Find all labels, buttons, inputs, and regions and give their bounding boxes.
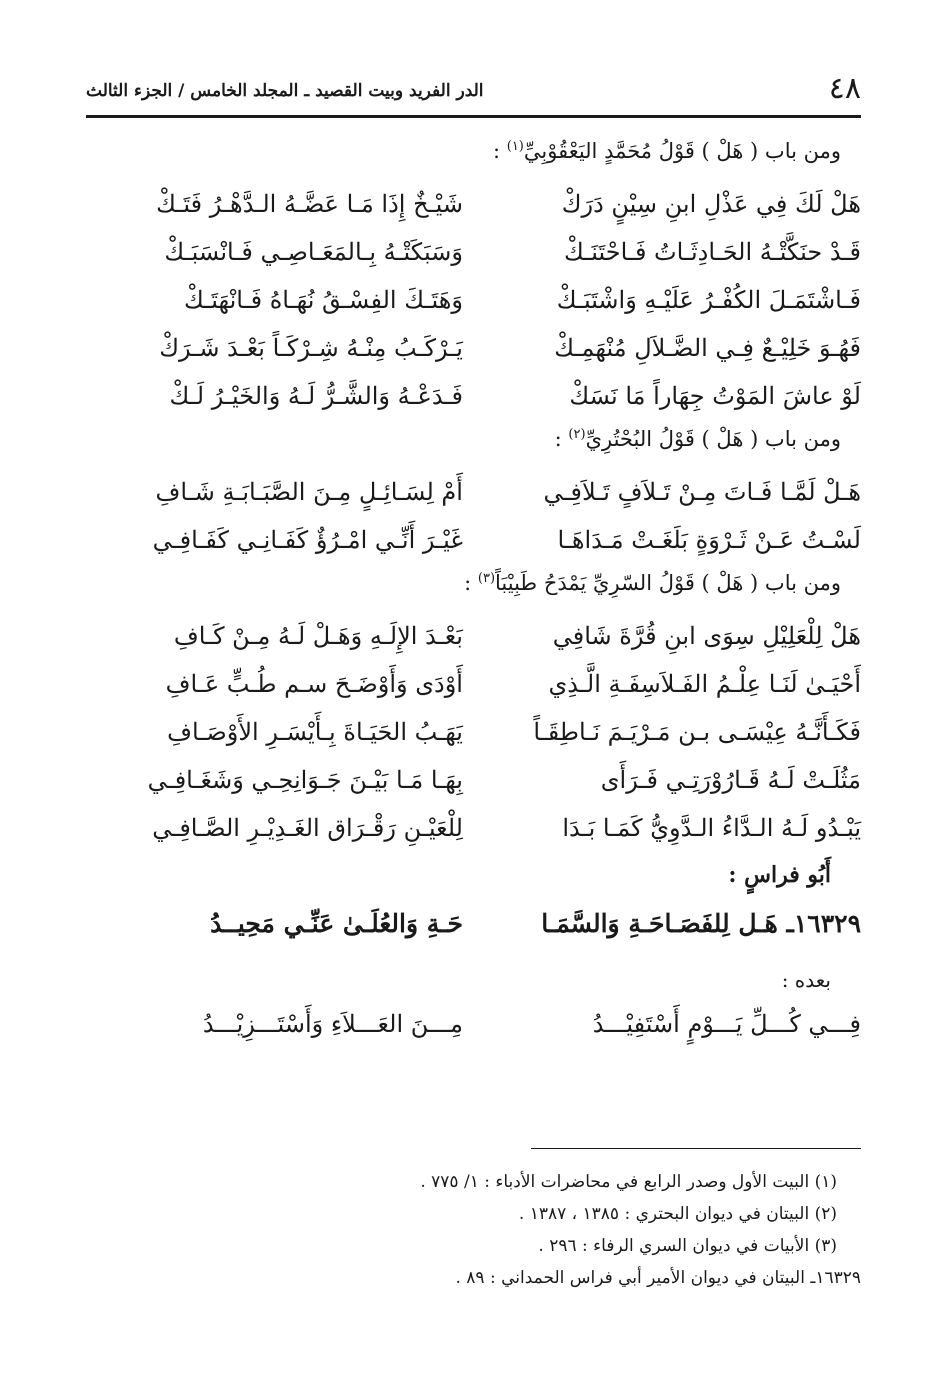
body-text xyxy=(110,132,861,1048)
intro-text: ومن باب ( هَلْ ) قَوْلُ البُحْتُرِيِّ xyxy=(585,427,841,451)
footnote-rule xyxy=(531,1148,861,1149)
footnotes xyxy=(110,1166,861,1294)
poet-name: أَبُو فراسٍ : xyxy=(728,862,831,888)
second-hemistich: فَـدَعْـهُ وَالشَّـرُّ لَـهُ وَالخَيْـرُ لَـكْ xyxy=(169,382,463,410)
first-hemistich: قَـدْ حنَكَّتْـهُ الحَـادِثَـاتُ فَـاحْتَنَـكْ xyxy=(564,238,861,266)
footnote-ref: (١) xyxy=(506,139,524,154)
first-hemistich: أَحْيَـىٰ لَنَـا عِلْـمُ الفَـلاَسِفَـةِ الَّـذِي xyxy=(548,670,861,698)
first-hemistich: ١٦٣٢٩ـ هَـل لِلفَصَـاحَـةِ وَالسَّمَـا xyxy=(541,908,861,938)
verse-line xyxy=(110,324,861,372)
second-hemistich: وَسَبَكَتْـهُ بِـالمَعَـاصِـي فَـانْسَبَـكْ xyxy=(164,238,463,266)
intro-colon: : xyxy=(554,427,569,451)
running-title: الدر الفريد وبيت القصيد ـ المجلد الخامس / الجزء الثالث xyxy=(86,81,484,101)
first-hemistich: فَهُـوَ خَلِيْـعٌ فِـي الضَّـلاَلِ مُنْهَمِـكْ xyxy=(554,334,861,362)
first-hemistich: مَثُلَـتْ لَـهُ قَـارُوْرَتِـي فَـرَأَى xyxy=(600,766,861,794)
first-hemistich: فَـاشْتَمَـلَ الكُفْـرُ عَلَيْـهِ وَاشْتَبَـكْ xyxy=(556,286,861,314)
verse-line xyxy=(110,1000,861,1048)
header-rule xyxy=(86,115,861,118)
footnote: (٢) البيتان في ديوان البحتري : ١٣٨٥ ، ١٣٨٧ . xyxy=(518,1204,837,1224)
first-hemistich: هَلْ لَكَ فِي عَذْلِ ابنِ سِيْنٍ دَرَكْ xyxy=(561,190,861,218)
verse-line xyxy=(110,372,861,420)
second-hemistich: يَـرْكَـبُ مِنْـهُ شِـرْكَـاً بَعْـدَ شَـرَكْ xyxy=(159,334,463,362)
second-hemistich: حَـةِ وَالعُلَـىٰ عَنِّـي مَحِيــدُ xyxy=(210,908,463,938)
second-hemistich: مِـــنَ العَـــلاَءِ وَأَسْتَـــزِيْـــدُ xyxy=(202,1010,463,1038)
intro-text: ومن باب ( هَلْ ) قَوْلُ مُحَمَّدٍ اليَعْقُوْبِيِّ xyxy=(523,139,841,163)
footnote-ref: (٣) xyxy=(477,571,496,586)
section-intro xyxy=(110,140,861,162)
second-hemistich: وَهَتَـكَ الفِسْـقُ نُهَـاهُ فَـانْهَتَـكْ xyxy=(184,286,463,314)
first-hemistich: لَسْـتُ عَـنْ ثَـرْوَةٍ بَلَغَـتْ مَـدَاهَـا xyxy=(557,526,861,554)
section-intro xyxy=(110,428,861,450)
second-hemistich: بِهَـا مَـا بَيْـنَ جَـوَانِحِـي وَشَغَـافِـي xyxy=(147,766,463,794)
verse-line xyxy=(110,276,861,324)
verse-line xyxy=(110,516,861,564)
footnote-ref: (٢) xyxy=(568,427,586,442)
first-hemistich: هَـلْ لَمَّـا فَـاتَ مِـنْ تَـلاَفٍ تَـلاَفِـي xyxy=(543,478,861,506)
footnote: (١) البيت الأول وصدر الرابع في محاضرات الأدباء : ١/ ٧٧٥ . xyxy=(420,1172,837,1192)
intro-colon: : xyxy=(492,139,507,163)
second-hemistich: غَيْـرَ أَنِّـي امْـرُؤٌ كَفَـانِـي كَفَـافِـي xyxy=(152,526,463,554)
first-hemistich: فِـــي كُـــلِّ يَـــوْمٍ أَسْتَفِيْـــدُ xyxy=(592,1010,861,1038)
second-hemistich: يَهَـبُ الحَيَـاةَ بِـأَيْسَـرِ الأَوْصَـافِ xyxy=(167,718,463,746)
verse-line xyxy=(110,708,861,756)
verse-line xyxy=(110,228,861,276)
footnote: ١٦٣٢٩ـ البيتان في ديوان الأمير أبي فراس الحمداني : ٨٩ . xyxy=(455,1268,861,1288)
first-hemistich: فَكَـأَنَّـهُ عِيْسَـى بـن مَـرْيَـمَ نَـاطِقَـاً xyxy=(533,718,861,746)
second-hemistich: أَمْ لِسَـائِـلٍ مِـنَ الصَّبَـابَـةِ شَـافِ xyxy=(155,478,463,506)
verse-line xyxy=(110,180,861,228)
first-hemistich: هَلْ لِلْعَلِيْلِ سِوَى ابنِ قُرَّةَ شَافِي xyxy=(552,622,861,650)
after-label: بعده : xyxy=(781,968,831,992)
second-hemistich: بَعْـدَ الإِلَـهِ وَهَـلْ لَـهُ مِـنْ كَـافِ xyxy=(173,622,463,650)
second-hemistich: لِلْعَيْـنِ رَقْـرَاق الغَـدِيْـرِ الصَّـافِـي xyxy=(152,814,463,842)
second-hemistich: أَوْدَى وَأَوْضَـحَ سـم طُـبٍّ عَـافِ xyxy=(165,670,463,698)
verse-line xyxy=(110,468,861,516)
page-number: ٤٨ xyxy=(828,71,861,106)
verse-line xyxy=(110,612,861,660)
verse-line xyxy=(110,804,861,852)
main-verse xyxy=(110,896,861,950)
footnote: (٣) الأبيات في ديوان السري الرفاء : ٢٩٦ . xyxy=(538,1236,837,1256)
section-intro xyxy=(110,572,861,594)
first-hemistich: يَبْـدُو لَـهُ الـدَّاءُ الـدَّوِيُّ كَمَـا بَـدَا xyxy=(562,814,861,842)
verse-line xyxy=(110,660,861,708)
running-header xyxy=(86,58,861,104)
first-hemistich: لَوْ عاشَ المَوْتُ جِهَاراً مَا نَسَكْ xyxy=(569,382,861,410)
second-hemistich: شَيْـخٌ إِذَا مَـا عَضَّـهُ الـدَّهْـرُ فَتَـكْ xyxy=(156,190,463,218)
intro-text: ومن باب ( هَلْ ) قَوْلُ السّرِيِّ يَمْدَحُ طَبِيْبَاً xyxy=(495,571,841,595)
intro-colon: : xyxy=(464,571,478,595)
verse-line xyxy=(110,756,861,804)
